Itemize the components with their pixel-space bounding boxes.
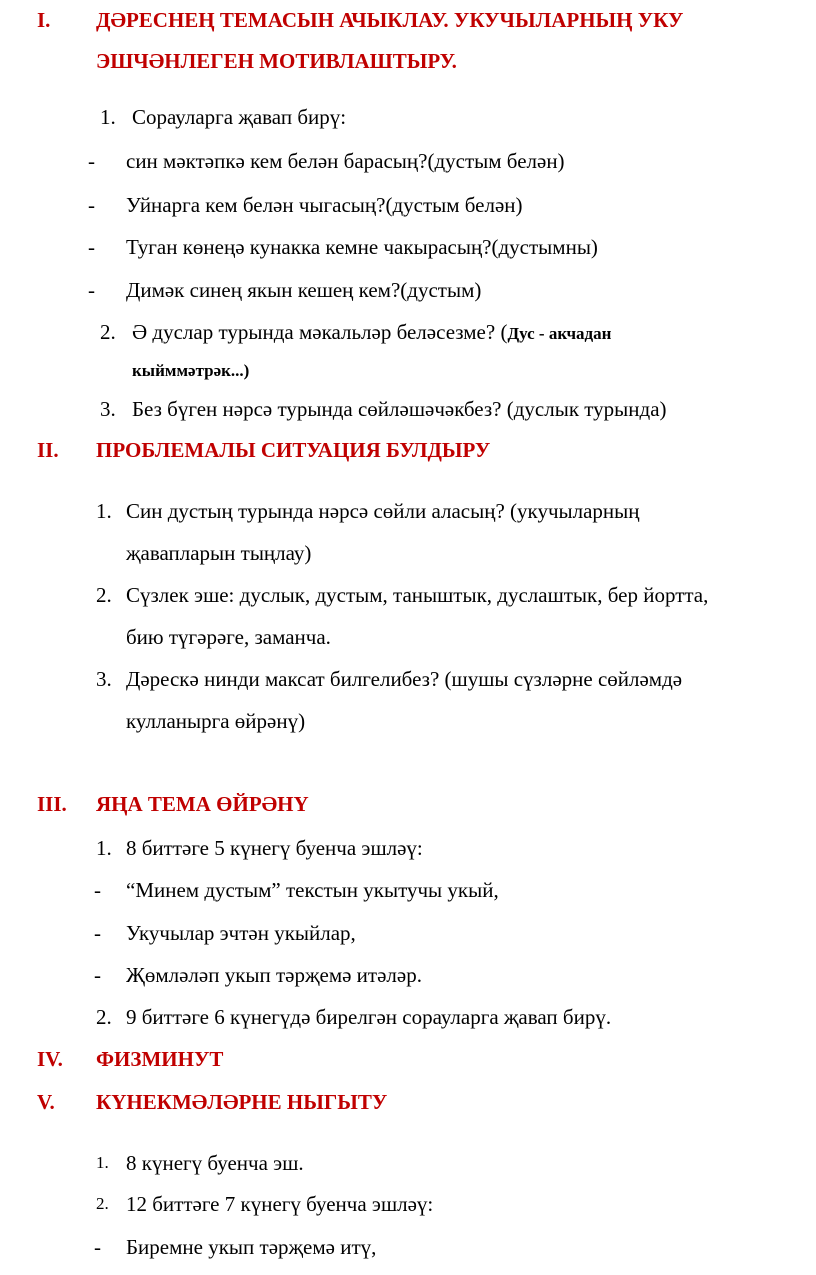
item-text: Сорауларга җавап бирү: (132, 105, 347, 129)
dash-bullet: - (88, 235, 95, 259)
item-text: Укучылар эчтән укыйлар, (126, 921, 356, 945)
dash-bullet: - (88, 278, 95, 302)
item-text: Син дустың турында нәрсә сөйли аласың? (укучыларның (126, 499, 640, 523)
item-number: 3. (96, 667, 112, 691)
item-text: Туган көнеңә кунакка кемне чакырасың?(дустымны) (126, 235, 598, 259)
item-text-cont: кулланырга өйрәнү) (126, 709, 306, 733)
item-text: син мәктәпкә кем белән барасың?(дустым белән) (126, 149, 565, 173)
item-text: Биремне укып тәрҗемә итү, (126, 1235, 377, 1259)
section-title: ЯҢА ТЕМА ӨЙРӘНҮ (96, 792, 309, 816)
section-numeral: II. (37, 438, 59, 462)
proverb-text-cont: кыйммәтрәк...) (132, 361, 250, 380)
section-numeral: IV. (37, 1047, 63, 1071)
item-number: 1. (96, 836, 112, 860)
item-number: 1. (100, 105, 116, 129)
item-text-cont: бию түгәрәге, заманча. (126, 625, 331, 649)
dash-bullet: - (94, 1235, 101, 1259)
item-number: 2. (96, 583, 112, 607)
dash-bullet: - (94, 963, 101, 987)
item-text: Димәк синең якын кешең кем?(дустым) (126, 278, 482, 302)
item-number: 1. (96, 1153, 109, 1172)
item-text: Сүзлек эше: дуслык, дустым, таныштык, дуслаштык, бер йортта, (126, 583, 709, 607)
section-title: ФИЗМИНУТ (96, 1047, 224, 1071)
section-numeral: I. (37, 8, 51, 32)
item-number: 2. (100, 320, 116, 344)
item-text: Без бүген нәрсә турында сөйләшәчәкбез? (дуслык турында) (132, 397, 667, 421)
item-text: Җөмләләп укып тәрҗемә итәләр. (126, 963, 422, 987)
dash-bullet: - (88, 193, 95, 217)
item-number: 1. (96, 499, 112, 523)
dash-bullet: - (94, 921, 101, 945)
item-text-cont: җавапларын тыңлау) (126, 541, 312, 565)
section-title-cont: ЭШЧӘНЛЕГЕН МОТИВЛАШТЫРУ. (96, 49, 457, 73)
section-title: КҮНЕКМӘЛӘРНЕ НЫГЫТУ (96, 1090, 388, 1114)
item-number: 2. (96, 1194, 109, 1213)
section-numeral: III. (37, 792, 67, 816)
dash-bullet: - (94, 878, 101, 902)
item-text: 8 күнегү буенча эш. (126, 1151, 304, 1175)
item-text: 9 биттәге 6 күнегүдә бирелгән сорауларга җавап бирү. (126, 1005, 612, 1029)
section-title: ДӘРЕСНЕҢ ТЕМАСЫН АЧЫКЛАУ. УКУЧЫЛАРНЫҢ УКУ (96, 8, 684, 32)
item-text: “Минем дустым” текстын укытучы укый, (126, 878, 499, 902)
section-numeral: V. (37, 1090, 55, 1114)
item-text: Уйнарга кем белән чыгасың?(дустым белән) (126, 193, 523, 217)
section-title: ПРОБЛЕМАЛЫ СИТУАЦИЯ БУЛДЫРУ (96, 438, 491, 462)
dash-bullet: - (88, 149, 95, 173)
item-number: 2. (96, 1005, 112, 1029)
item-number: 3. (100, 397, 116, 421)
item-text-wrap (132, 318, 611, 348)
proverb-text: Дус - акчадан (507, 324, 612, 343)
item-text: Дәрескә нинди максат билгелибез? (шушы сүзләрне сөйләмдә (126, 667, 683, 691)
item-text: 12 биттәге 7 күнегү буенча эшләү: (126, 1192, 434, 1216)
item-text: Ә дуслар турында мәкальләр беләсезме? ( (132, 320, 508, 344)
item-text: 8 биттәге 5 күнегү буенча эшләү: (126, 836, 423, 860)
